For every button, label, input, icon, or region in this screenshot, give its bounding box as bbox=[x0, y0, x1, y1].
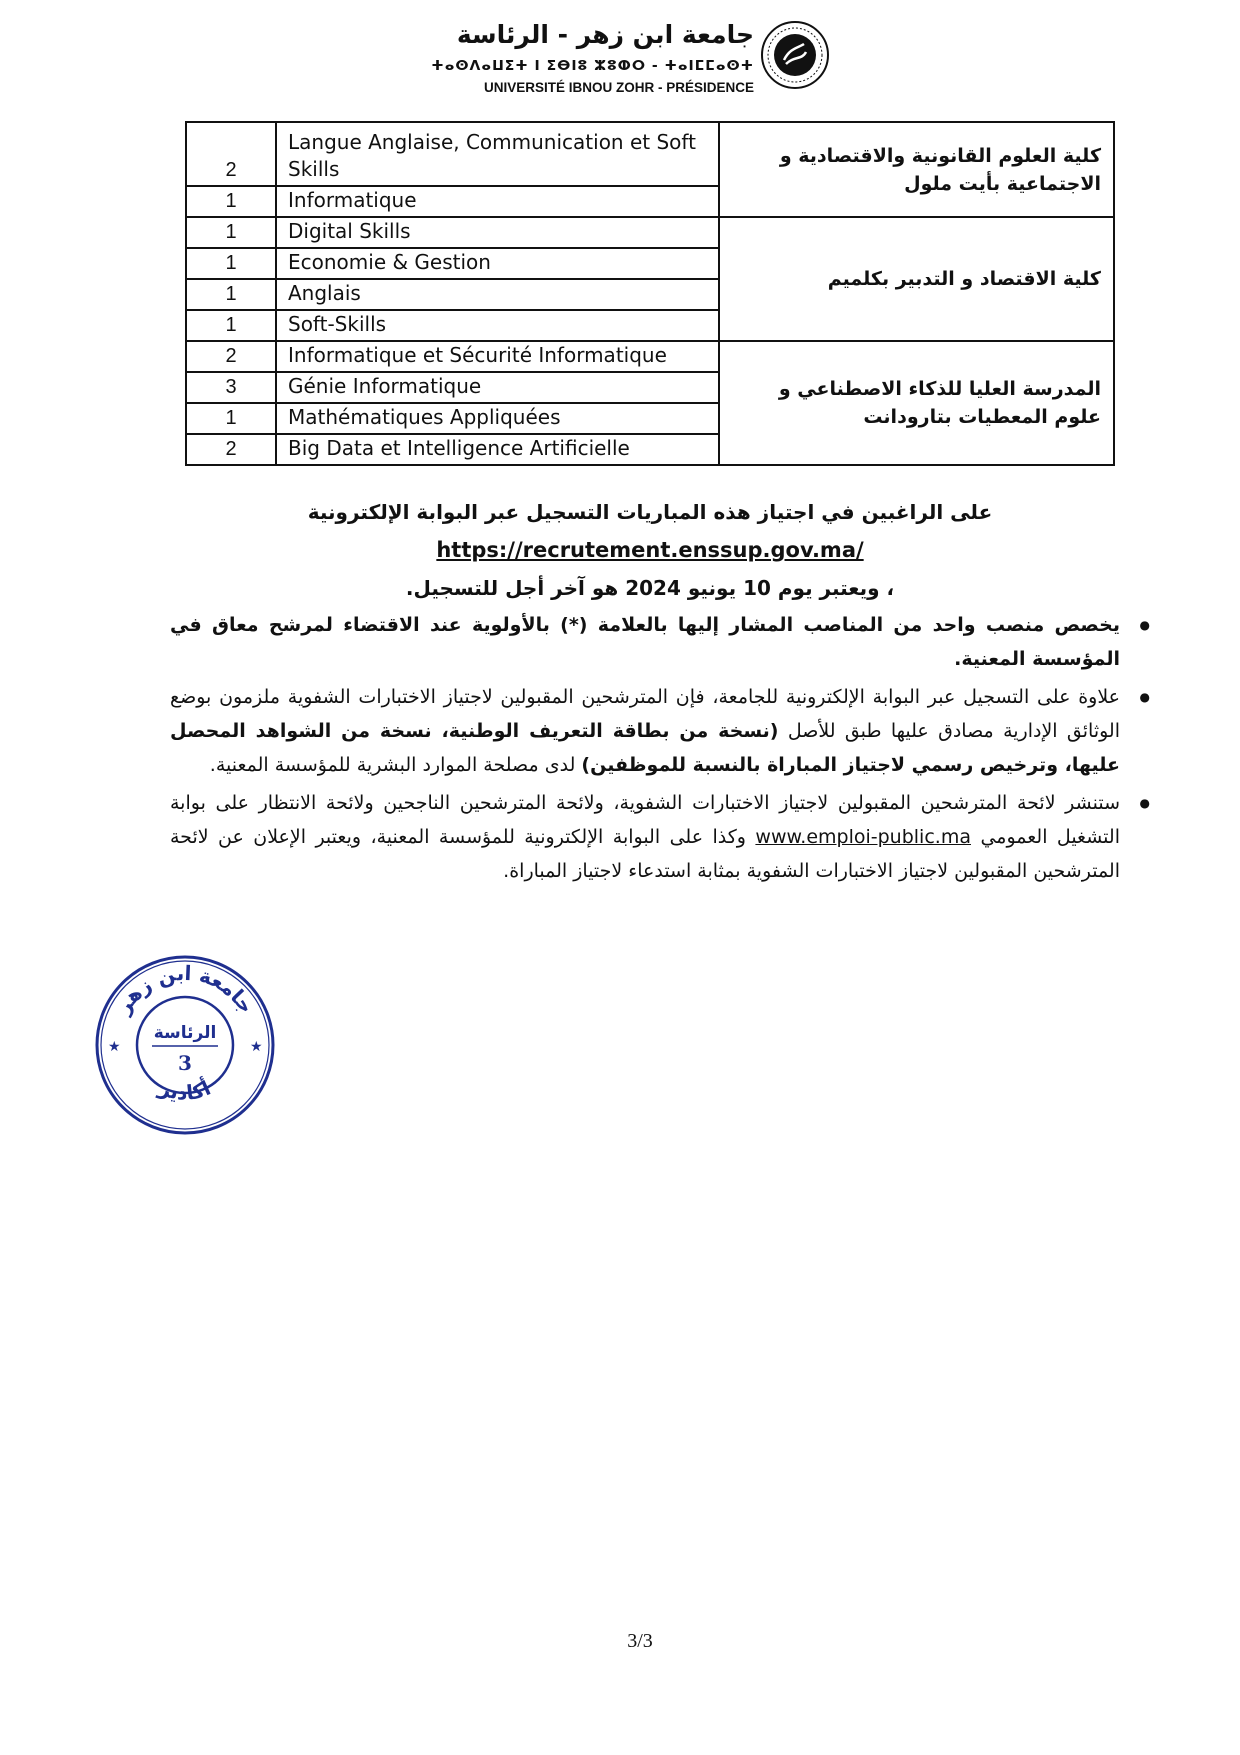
list-item bbox=[170, 680, 1120, 782]
table-row bbox=[186, 122, 1114, 186]
subject-name: Langue Anglaise, Communication et Soft Skills bbox=[276, 122, 719, 186]
presidency-stamp bbox=[90, 950, 280, 1140]
handicap-priority-text: يخصص منصب واحد من المناصب المشار إليها بالعلامة (*) بالأولوية عند الاقتضاء لمرشح معاق في المؤسسة المعنية. bbox=[170, 614, 1120, 670]
publication-text-end: ويعتبر الإعلان عن لائحة المترشحين المقبولين لاجتياز الاختبارات الشفوية بمثابة استدعاء لاجتياز المباراة. bbox=[170, 826, 1120, 882]
university-name-arabic: جامعة ابن زهر - الرئاسة bbox=[456, 20, 754, 49]
star-icon: ★ bbox=[108, 1039, 121, 1055]
registration-line: على الراغبين في اجتياز هذه المباريات التسجيل عبر البوابة الإلكترونية bbox=[307, 500, 993, 524]
subject-name: Anglais bbox=[276, 279, 719, 310]
subject-name: Digital Skills bbox=[276, 217, 719, 248]
establishment-name: كلية الاقتصاد و التدبير بكلميم bbox=[719, 217, 1114, 341]
documents-text-end: لدى مصلحة الموارد البشرية للمؤسسة المعنية. bbox=[209, 754, 576, 776]
table-row bbox=[186, 217, 1114, 248]
university-name-french: UNIVERSITÉ IBNOU ZOHR - PRÉSIDENCE bbox=[483, 80, 754, 95]
subject-name: Mathématiques Appliquées bbox=[276, 403, 719, 434]
establishment-name: المدرسة العليا للذكاء الاصطناعي و علوم المعطيات بتارودانت bbox=[719, 341, 1114, 465]
university-name-tifinagh: ⵜⴰⵙⴷⴰⵡⵉⵜ ⵏ ⵉⴱⵏⵓ ⵣⵓⵀⵔ - ⵜⴰⵏⵎⵎⴰⵙⵜ bbox=[431, 58, 754, 74]
subject-name: Soft-Skills bbox=[276, 310, 719, 341]
position-count: 2 bbox=[186, 122, 276, 186]
position-count: 1 bbox=[186, 248, 276, 279]
documents-list-bold: (نسخة من بطاقة التعريف الوطنية، نسخة من الشواهد المحصل عليها، وترخيص رسمي لاجتياز المباراة بالنسبة للموظفين) bbox=[170, 720, 1120, 776]
document-header bbox=[430, 18, 850, 95]
position-count: 1 bbox=[186, 403, 276, 434]
position-count: 3 bbox=[186, 372, 276, 403]
position-count: 2 bbox=[186, 341, 276, 372]
emploi-public-link[interactable]: www.emploi-public.ma bbox=[755, 826, 971, 848]
publication-text-start: ستنشر لائحة المترشحين المقبولين لاجتياز الاختبارات الشفوية، ولائحة المترشحين الناجحين ولائحة الانتظار على بوابة التشغيل العمومي bbox=[170, 792, 1120, 848]
star-icon: ★ bbox=[250, 1039, 263, 1055]
establishment-name: كلية العلوم القانونية والاقتصادية و الاجتماعية بأيت ملول bbox=[719, 122, 1114, 217]
position-count: 2 bbox=[186, 434, 276, 465]
positions-table bbox=[185, 121, 1115, 466]
university-seal-icon bbox=[760, 20, 830, 90]
stamp-center-text: الرئاسة bbox=[153, 1023, 217, 1043]
subject-name: Génie Informatique bbox=[276, 372, 719, 403]
position-count: 1 bbox=[186, 186, 276, 217]
notice-list bbox=[170, 608, 1150, 892]
list-item bbox=[170, 786, 1120, 888]
publication-text-mid: وكذا على البوابة الإلكترونية للمؤسسة المعنية، bbox=[370, 826, 746, 848]
list-item bbox=[170, 608, 1120, 676]
subject-name: Economie & Gestion bbox=[276, 248, 719, 279]
stamp-bottom-text: أكادير bbox=[155, 1075, 215, 1105]
stamp-top-text: جامعة ابن زهر bbox=[111, 960, 259, 1018]
registration-url-link[interactable]: https://recrutement.enssup.gov.ma/ bbox=[436, 538, 864, 562]
subject-name: Informatique et Sécurité Informatique bbox=[276, 341, 719, 372]
position-count: 1 bbox=[186, 217, 276, 248]
documents-text-start: علاوة على التسجيل عبر البوابة الإلكترونية للجامعة، فإن المترشحين المقبولين لاجتياز الاختبارات الشفوية ملزمون بوضع الوثائق الإدارية مصادق عليها طبق للأصل bbox=[170, 686, 1120, 742]
registration-deadline: ، ويعتبر يوم 10 يونيو 2024 هو آخر أجل للتسجيل. bbox=[405, 576, 895, 600]
position-count: 1 bbox=[186, 310, 276, 341]
page-number: 3/3 bbox=[627, 1630, 653, 1652]
registration-url-wrap bbox=[185, 538, 1115, 562]
subject-name: Informatique bbox=[276, 186, 719, 217]
subject-name: Big Data et Intelligence Artificielle bbox=[276, 434, 719, 465]
position-count: 1 bbox=[186, 279, 276, 310]
table-row bbox=[186, 341, 1114, 372]
stamp-number: 3 bbox=[178, 1051, 192, 1075]
